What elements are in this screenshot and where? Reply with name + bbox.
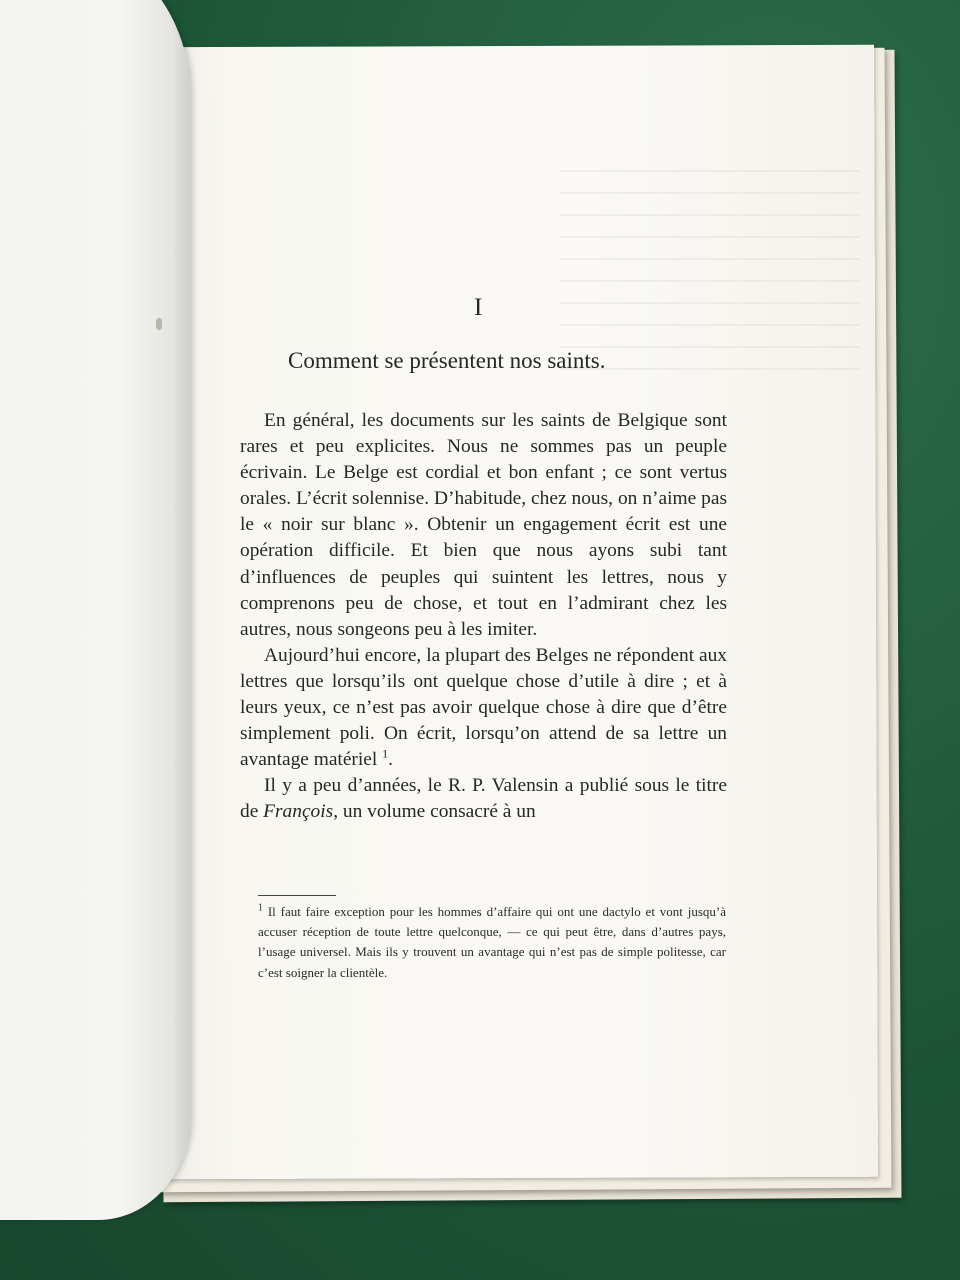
- footnote-reference: 1: [382, 746, 389, 761]
- page-mark: [156, 318, 162, 330]
- book-title-italic: François: [263, 801, 334, 823]
- body-text: [240, 408, 727, 826]
- chapter-number: I: [474, 294, 483, 321]
- paragraph-3: [240, 773, 727, 825]
- footnote-text: Il faut faire exception pour les hommes d’affaire qui ont une dactylo et vont jusqu’à accuser réception de toute lettre quelconque, — ce qui peut être, dans d’autres pays, l’usage universel. Mais ils y trouvent un avantage qui n’est pas de simple politesse, car c’est soigner la clientèle.: [258, 904, 726, 980]
- paragraph-3-pre: Il y a peu d’années, le R. P. Valensin a publié sous le titre de: [240, 775, 727, 823]
- footnote-divider: [258, 895, 336, 896]
- paragraph-3-post: , un volume consacré à un: [333, 801, 536, 823]
- footnote: [258, 902, 726, 983]
- footnote-marker: 1: [258, 902, 263, 914]
- paragraph-1: En général, les documents sur les saints de Belgique sont rares et peu explicites. Nous ne sommes pas un peuple écrivain. Le Belge est cordial et bon enfant ; ce sont vertus orales. L’écrit solennise. D’habitude, chez nous, on n’aime pas le « noir sur blanc ». Obtenir un engagement écrit est une opération difficile. Et bien que nous ayons subi tant d’influences de peuples qui suintent les lettres, nous y comprenons peu de chose, et tout en l’admirant chez les autres, nous songeons peu à les imiter.: [240, 410, 727, 640]
- paragraph-2: [240, 643, 727, 773]
- left-facing-page: [0, 0, 190, 1220]
- paragraph-2-tail: .: [388, 749, 393, 771]
- paragraph-2-text: Aujourd’hui encore, la plupart des Belges ne répondent aux lettres que lorsqu’ils ont quelque chose d’utile à dire ; et à leurs yeux, ce n’est pas avoir quelque chose à dire que d’être simplement poli. On écrit, lorsqu’on attend de sa lettre un avantage matériel: [240, 644, 727, 771]
- chapter-title: Comment se présentent nos saints.: [288, 348, 606, 373]
